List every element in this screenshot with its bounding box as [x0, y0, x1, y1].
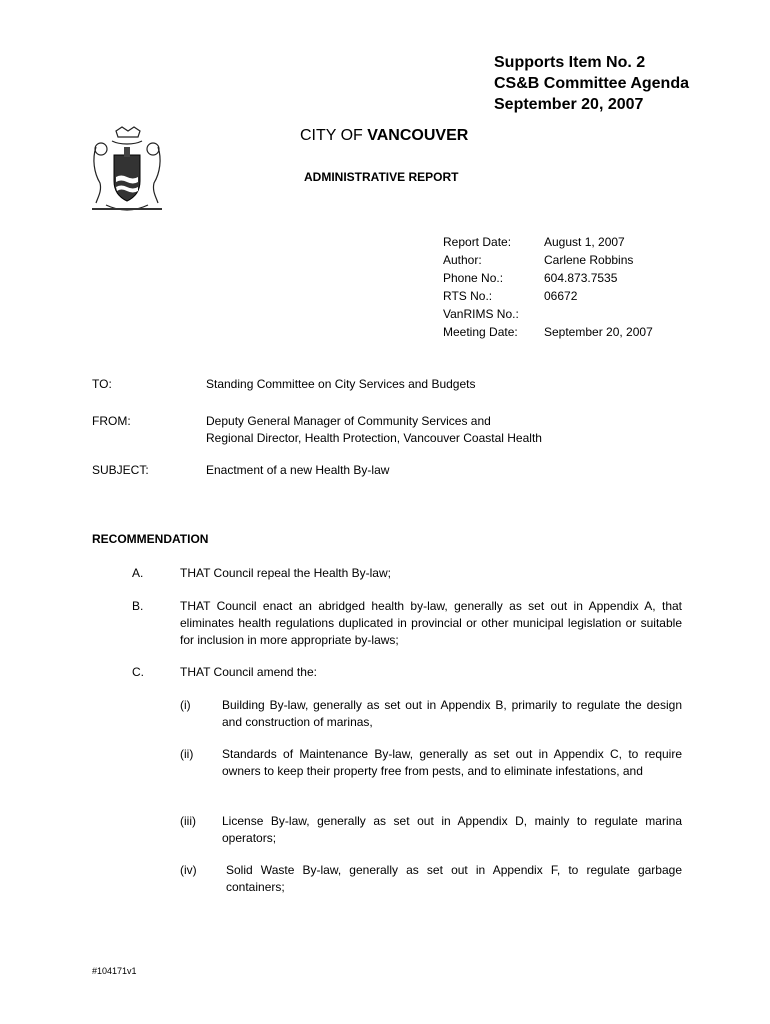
- coat-of-arms-icon: [86, 125, 168, 215]
- recommendation-a: [132, 565, 682, 582]
- subitem-marker: (i): [180, 698, 191, 712]
- meta-label: Meeting Date:: [443, 325, 518, 339]
- subject-value: Enactment of a new Health By-law: [206, 463, 390, 477]
- to-label: TO:: [92, 377, 112, 391]
- subitem-text: Building By-law, generally as set out in Appendix B, primarily to regulate the design and construction of marinas,: [222, 698, 682, 729]
- subject-label: SUBJECT:: [92, 463, 149, 477]
- agenda-item-line: Supports Item No. 2: [494, 54, 646, 71]
- recommendation-heading: RECOMMENDATION: [92, 532, 209, 546]
- item-marker: C.: [132, 665, 144, 679]
- subitem-text: Standards of Maintenance By-law, generally as set out in Appendix C, to require owners to keep their property free from pests, and to eliminate infestations, and: [222, 747, 682, 778]
- subitem-marker: (iv): [180, 863, 197, 877]
- item-text: THAT Council enact an abridged health by-law, generally as set out in Appendix A, that eliminates health regulations duplicated in provincial or other municipal legislation or suitable for inclusion in more appropriate by-laws;: [180, 599, 682, 647]
- meta-row-author: [443, 251, 653, 269]
- meta-row-meeting-date: [443, 323, 653, 341]
- item-text: THAT Council repeal the Health By-law;: [180, 566, 391, 580]
- recommendation-c-iii: [180, 813, 682, 847]
- recommendation-c: [132, 664, 682, 681]
- city-title: [300, 127, 468, 145]
- subitem-text: Solid Waste By-law, generally as set out in Appendix F, to regulate garbage containers;: [226, 863, 682, 894]
- meta-value: September 20, 2007: [544, 325, 653, 339]
- agenda-header: [494, 52, 689, 115]
- meta-label: RTS No.:: [443, 289, 493, 303]
- recommendation-b: [132, 598, 682, 649]
- subitem-text: License By-law, generally as set out in Appendix D, mainly to regulate marina operators;: [222, 814, 682, 845]
- meta-label: VanRIMS No.:: [443, 307, 519, 321]
- city-name: VANCOUVER: [367, 127, 469, 144]
- from-value-line2: Regional Director, Health Protection, Vancouver Coastal Health: [206, 431, 542, 445]
- meta-row-phone: [443, 269, 653, 287]
- meta-value: August 1, 2007: [544, 235, 625, 249]
- meta-row-vanrims: [443, 305, 653, 323]
- subitem-marker: (ii): [180, 747, 194, 761]
- meta-label: Report Date:: [443, 235, 512, 249]
- item-marker: B.: [132, 599, 144, 613]
- subitem-marker: (iii): [180, 814, 196, 828]
- meta-label: Author:: [443, 253, 482, 267]
- recommendation-c-ii: [180, 746, 682, 797]
- meta-value: 06672: [544, 289, 578, 303]
- from-label: FROM:: [92, 414, 131, 428]
- agenda-committee-line: CS&B Committee Agenda: [494, 75, 689, 92]
- meta-row-report-date: [443, 233, 653, 251]
- meta-value: Carlene Robbins: [544, 253, 634, 267]
- agenda-date-line: September 20, 2007: [494, 96, 644, 113]
- meta-value: 604.873.7535: [544, 271, 618, 285]
- meta-row-rts: [443, 287, 653, 305]
- report-type: ADMINISTRATIVE REPORT: [304, 170, 459, 184]
- recommendation-c-iv: [180, 862, 682, 896]
- recommendation-c-i: [180, 697, 682, 731]
- to-value: Standing Committee on City Services and Budgets: [206, 377, 476, 391]
- item-text: THAT Council amend the:: [180, 665, 317, 679]
- meta-label: Phone No.:: [443, 271, 504, 285]
- from-value-line1: Deputy General Manager of Community Services and: [206, 414, 491, 428]
- document-id: #104171v1: [92, 966, 137, 976]
- report-meta: [443, 233, 653, 341]
- city-prefix: CITY OF: [300, 127, 368, 144]
- item-marker: A.: [132, 566, 144, 580]
